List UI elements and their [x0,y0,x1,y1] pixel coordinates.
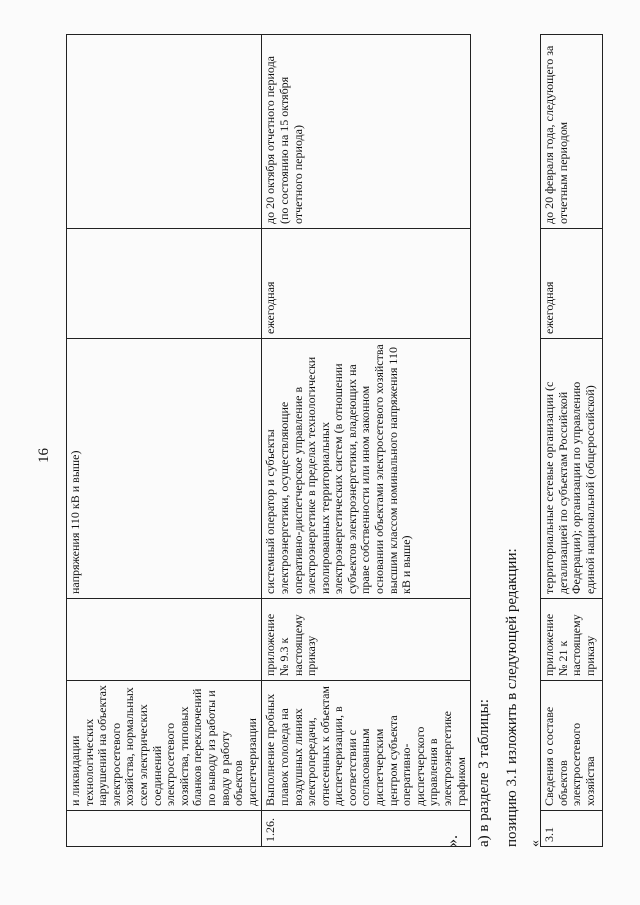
table-top [66,34,471,847]
table-bottom [540,34,603,847]
cell-period [67,229,262,339]
cell-num: 3.1 [541,811,603,847]
item-a-heading: а) в разделе 3 таблицы: [476,699,492,847]
cell-deadline [67,35,262,229]
cell-appendix: приложение № 21 к настоящему приказу [541,599,603,681]
cell-deadline: до 20 февраля года, следующего за отчетным периодом [541,35,603,229]
cell-name: и ликвидации технологических нарушений на объектах электросетевого хозяйства, нормальных схем электрических соединений электросетевого хозяйства, типовых бланков переключений по выводу из работы и вводу в работу объектов диспетчеризации [67,681,262,811]
closing-quote: ». [444,835,461,847]
cell-name: Выполнение пробных плавок гололеда на воздушных линиях электропередачи, отнесенных к объектам диспетчеризации, в соответствии с согласованным диспетчерским центром субъекта оперативно-диспетчерского управления в электроэнергетике графиком [262,681,471,811]
cell-period: ежегодная [262,229,471,339]
cell-appendix [67,599,262,681]
table-row [67,35,262,847]
cell-name: Сведения о составе объектов электросетевого хозяйства [541,681,603,811]
cell-num [67,811,262,847]
cell-appendix: приложение № 9.3 к настоящему приказу [262,599,471,681]
cell-subjects: территориальные сетевые организации (с детализацией по субъектам Российской Федерации); организации по управлению единой национальной (общероссийской) [541,339,603,599]
cell-subjects: системный оператор и субъекты электроэнергетики, осуществляющие оперативно-диспетчерское управление в электроэнергетике в пределах технологически изолированных территориальных электроэнергетических систем (в отношении субъектов электроэнергетики, владеющих на праве собственности или ином законном основании объектами электросетевого хозяйства высшим классом номинального напряжения 110 кВ и выше) [262,339,471,599]
table-row [541,35,603,847]
cell-period: ежегодная [541,229,603,339]
cell-deadline: до 20 октября отчетного периода (по состоянию на 15 октября отчетного периода) [262,35,471,229]
cell-num: 1.26. [262,811,471,847]
position-instruction: позицию 3.1 изложить в следующей редакции: [504,548,520,847]
page-number: 16 [36,448,52,463]
opening-quote: « [528,840,543,847]
cell-subjects: напряжения 110 кВ и выше) [67,339,262,599]
table-row [262,35,471,847]
